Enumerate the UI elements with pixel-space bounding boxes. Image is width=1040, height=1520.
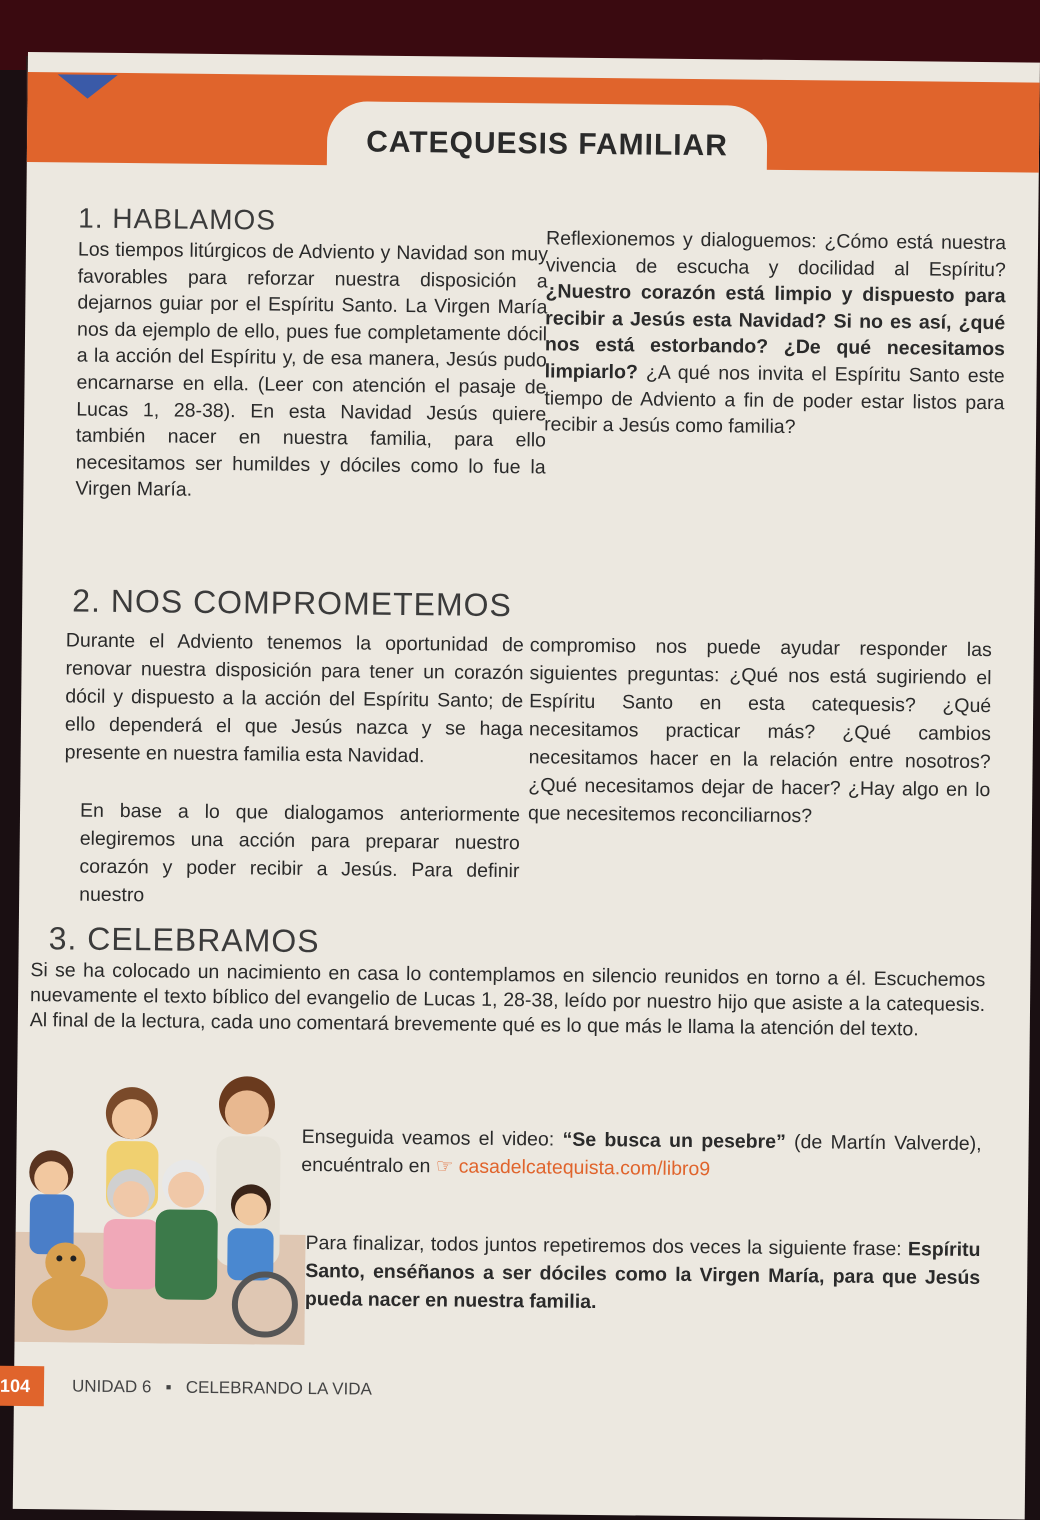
section3-p3-prefix: Para finalizar, todos juntos repetiremos dos veces la siguiente frase: [305, 1231, 909, 1261]
section1-right-text-2: ¿A qué nos invita el Espíritu Santo este tiempo de Adviento a fin de poder estar listos para recibir a Jesús como familia? [544, 361, 1005, 439]
section1-right-text-1: Reflexionemos y dialoguemos: ¿Cómo está nuestra vivencia de escucha y docilidad al Espíritu? [545, 227, 1007, 281]
section3-p1-text: Si se ha colocado un nacimiento en casa lo contemplamos en silencio reunidos en torno a él. Escuchemos nuevamente el texto bíblico del evangelio de Lucas 1, 28-38, leído por nuestro hijo que asiste a la catequesis. Al final de la lectura, cada uno comentará brevemente qué es lo que más le llama la atención del texto. [29, 959, 986, 1041]
header-corner-decoration [58, 74, 118, 99]
footer-separator: ▪ [165, 1377, 172, 1397]
pointer-icon: ☞ [435, 1155, 459, 1178]
section1-heading: 1. HABLAMOS [78, 202, 277, 236]
section3-p3 [305, 1229, 981, 1320]
book-page [0, 52, 1040, 1520]
section2-heading: 2. NOS COMPROMETEMOS [72, 582, 513, 624]
section1-right-bold: ¿Nuestro corazón está limpio y dispuesto para recibir a Jesús esta Navidad? Si no es así, ¿qué nos está estorbando? ¿De qué necesitamos limpiarlo? [544, 280, 1006, 384]
section2-left-p1: Durante el Adviento tenemos la oportunidad de renovar nuestra disposición para tener un corazón dócil y dispuesto a la acción del Espíritu Santo; de ello dependerá el que Jesús nazca y se haga presente en nuestra familia esta Navidad. [64, 629, 524, 768]
section2-left-p2: En base a lo que dialogamos anteriormente elegiremos una acción para preparar nuestro corazón y poder recibir a Jesús. Para definir nuestro [79, 799, 521, 907]
section1-right-text [544, 225, 1006, 443]
section3-prayer: Espíritu Santo, enséñanos a ser dóciles como la Virgen María, para que Jesús pueda nacer en nuestra familia. [304, 1238, 981, 1314]
family-illustration [14, 1062, 307, 1345]
section3-p1 [30, 958, 986, 1043]
footer-unit-title: CELEBRANDO LA VIDA [185, 1377, 372, 1399]
footer-unit-label: UNIDAD 6 [71, 1376, 152, 1397]
page-number: 104 [0, 1366, 44, 1407]
section1-left-text: Los tiempos litúrgicos de Adviento y Navidad son muy favorables para reforzar nuestra disposición a dejarnos guiar por el Espíritu Santo. La Virgen María nos da ejemplo de ello, pues fue completamente dócil a la acción del Espíritu y, de esa manera, Jesús pudo encarnarse en ella. (Leer con atención el pasaje de Lucas 1, 28-38). En esta Navidad Jesús quiere también nacer en nuestra familia, para ello necesitamos ser humildes y dóciles como lo fue la Virgen María. [75, 238, 549, 502]
video-title: “Se busca un pesebre” [562, 1128, 786, 1153]
page-title: CATEQUESIS FAMILIAR [365, 125, 729, 163]
footer-unit [72, 1377, 372, 1400]
section3-heading: 3. CELEBRAMOS [48, 920, 320, 960]
section2-right-text: compromiso nos puede ayudar responder las siguientes preguntas: ¿Qué nos está sugiriendo el Espíritu Santo en esta catequesis? ¿Qué necesitamos practicar más? ¿Qué cambios necesitamos hacer en la relación entre nosotros? ¿Qué necesitamos dejar de hacer? ¿Hay algo en lo que necesitemos reconciliarnos? [527, 634, 992, 828]
section3-p2 [301, 1123, 982, 1186]
section3-p2-mid: (de Martín Valverde), encuéntralo en [301, 1130, 982, 1178]
section3-p2-prefix: Enseguida veamos el video: [301, 1125, 563, 1151]
video-link[interactable]: casadelcatequista.com/libro9 [458, 1155, 711, 1181]
